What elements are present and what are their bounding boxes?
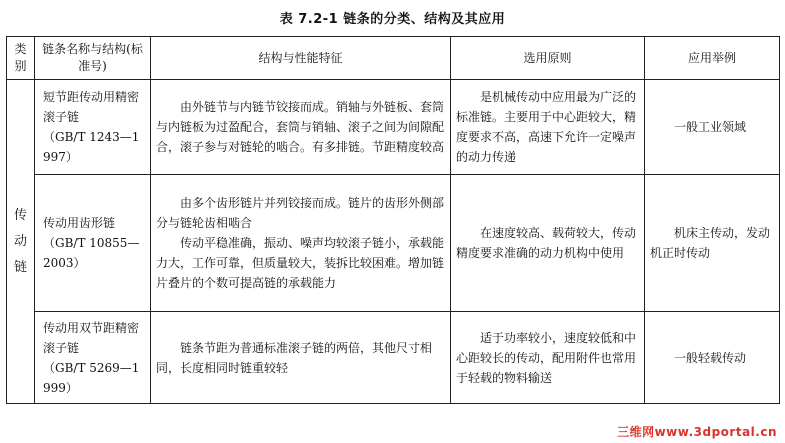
table-row: [7, 80, 780, 175]
table-row: [7, 175, 780, 312]
header-features: 结构与性能特征: [151, 37, 451, 80]
examples-text: 一般轻载传动: [674, 350, 747, 365]
features-cell: [151, 80, 451, 175]
chain-name-cell: [35, 312, 151, 404]
principle-text: 在速度较高、载荷较大，传动精度要求准确的动力机构中使用: [456, 226, 637, 260]
standard-number: （GB/T 5269—1999）: [43, 360, 140, 395]
principle-text: 是机械传动中应用最为广泛的标准链。主要用于中心距较大，精度要求不高，高速下允许一定噪声的动力传递: [456, 90, 637, 164]
site-watermark: 三维网www.3dportal.cn: [617, 425, 777, 439]
principle-cell: [451, 175, 645, 312]
header-row: [7, 37, 780, 80]
features-text: 由外链节与内链节铰接而成。销轴与外链板、套筒与内链板为过盈配合，套筒与销轴、滚子之间为间隙配合，滚子参与对链轮的啮合。有多排链。节距精度较高: [156, 100, 445, 154]
examples-cell: [645, 80, 780, 175]
chain-name-cell: [35, 80, 151, 175]
features-text: 传动平稳准确，振动、噪声均较滚子链小，承载能力大，工作可靠，但质量较大，装拆比较困难。增加链片叠片的个数可提高链的承载能力: [156, 236, 445, 290]
category-char: 链: [13, 259, 27, 275]
examples-text: 机床主传动，发动机正时传动: [650, 226, 771, 260]
table-row: [7, 312, 780, 404]
standard-number: （GB/T 10855—2003）: [43, 236, 140, 270]
category-char: 传: [13, 207, 27, 223]
principle-cell: [451, 80, 645, 175]
principle-cell: [451, 312, 645, 404]
chain-name: 传动用齿形链: [43, 216, 116, 230]
features-cell: [151, 312, 451, 404]
chain-classification-table: [6, 36, 780, 404]
features-cell: [151, 175, 451, 312]
header-examples: 应用举例: [645, 37, 780, 80]
header-name: 链条名称与结构(标准号): [35, 37, 151, 80]
principle-text: 适于功率较小，速度较低和中心距较长的传动，配用附件也常用于轻载的物料输送: [456, 330, 637, 385]
chain-name: 传动用双节距精密滚子链: [43, 320, 140, 355]
header-principle: 选用原则: [451, 37, 645, 80]
chain-name: 短节距传动用精密滚子链: [43, 90, 140, 124]
features-text: 由多个齿形链片并列铰接而成。链片的齿形外侧部分与链轮齿相啮合: [156, 196, 445, 230]
features-text: 链条节距为普通标准滚子链的两倍，其他尺寸相同，长度相同时链重较轻: [156, 340, 433, 375]
chain-name-cell: [35, 175, 151, 312]
category-char: 动: [13, 233, 27, 249]
examples-cell: [645, 175, 780, 312]
examples-text: 一般工业领域: [674, 120, 747, 134]
examples-cell: [645, 312, 780, 404]
header-category: 类别: [7, 37, 35, 80]
category-cell: [7, 80, 35, 404]
table-title: 表 7.2-1 链条的分类、结构及其应用: [279, 12, 506, 27]
standard-number: （GB/T 1243—1997）: [43, 130, 140, 164]
